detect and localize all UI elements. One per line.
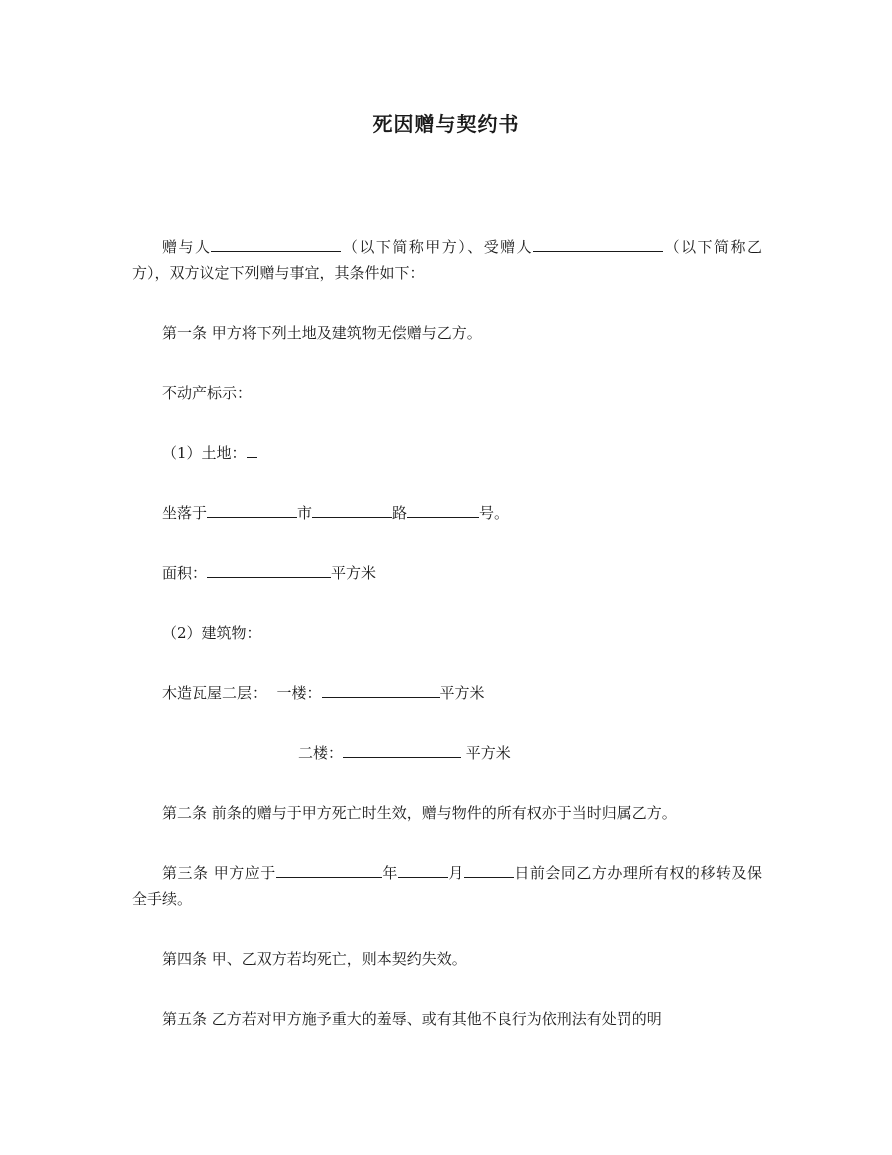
property-label: 不动产标示： [162, 384, 253, 402]
month-blank [398, 863, 448, 878]
year-label: 年 [381, 864, 398, 882]
donee-name-blank [533, 237, 663, 252]
article-1: 第一条 甲方将下列土地及建筑物无偿赠与乙方。 [162, 324, 482, 342]
month-label: 月 [447, 864, 464, 882]
article-5: 第五条 乙方若对甲方施予重大的羞辱、或有其他不良行为依刑法有处罚的明 [162, 1010, 662, 1028]
donee-suffix: （以下简称乙方），双方议定下列赠与事宜，其条件如下： [132, 238, 762, 282]
year-blank [276, 863, 382, 878]
floor1-line [132, 680, 762, 706]
document-body [132, 234, 762, 1066]
floor2-line [132, 740, 762, 766]
city-blank [207, 503, 297, 518]
floor1-blank [322, 683, 440, 698]
donor-name-blank [211, 237, 341, 252]
floor2-unit: 平方米 [461, 744, 511, 762]
article3-prefix: 第三条 甲方应于 [162, 864, 276, 882]
number-blank [407, 503, 479, 518]
donor-suffix: （以下简称甲方）、受赠人 [341, 238, 534, 256]
floor1-unit: 平方米 [439, 684, 485, 702]
day-suffix: 日前会同乙方办理所有权的移转及保全手续。 [132, 864, 762, 908]
city-label: 市 [297, 504, 313, 522]
number-label: 号。 [479, 504, 510, 522]
area-blank [207, 563, 331, 578]
land-label: （1）土地： [162, 444, 247, 462]
location-prefix: 坐落于 [162, 504, 208, 522]
road-blank [312, 503, 392, 518]
article-3 [132, 860, 762, 912]
article-2: 第二条 前条的赠与于甲方死亡时生效，赠与物件的所有权亦于当时归属乙方。 [162, 804, 677, 822]
intro-paragraph [132, 234, 762, 286]
article-4: 第四条 甲、乙双方若均死亡，则本契约失效。 [162, 950, 467, 968]
land-blank [247, 443, 257, 458]
area-label: 面积： [162, 564, 208, 582]
area-unit: 平方米 [331, 564, 377, 582]
day-blank [464, 863, 514, 878]
floor2-blank [343, 743, 461, 758]
floor1-label: 木造瓦屋二层： 一楼： [162, 684, 322, 702]
area-line [132, 560, 762, 586]
page-title: 死因赠与契约书 [372, 112, 520, 136]
land-item [132, 440, 762, 466]
location-line [132, 500, 762, 526]
donor-label: 赠与人 [162, 238, 212, 256]
floor2-label: 二楼： [298, 744, 344, 762]
road-label: 路 [392, 504, 408, 522]
building-label: （2）建筑物： [162, 624, 262, 642]
